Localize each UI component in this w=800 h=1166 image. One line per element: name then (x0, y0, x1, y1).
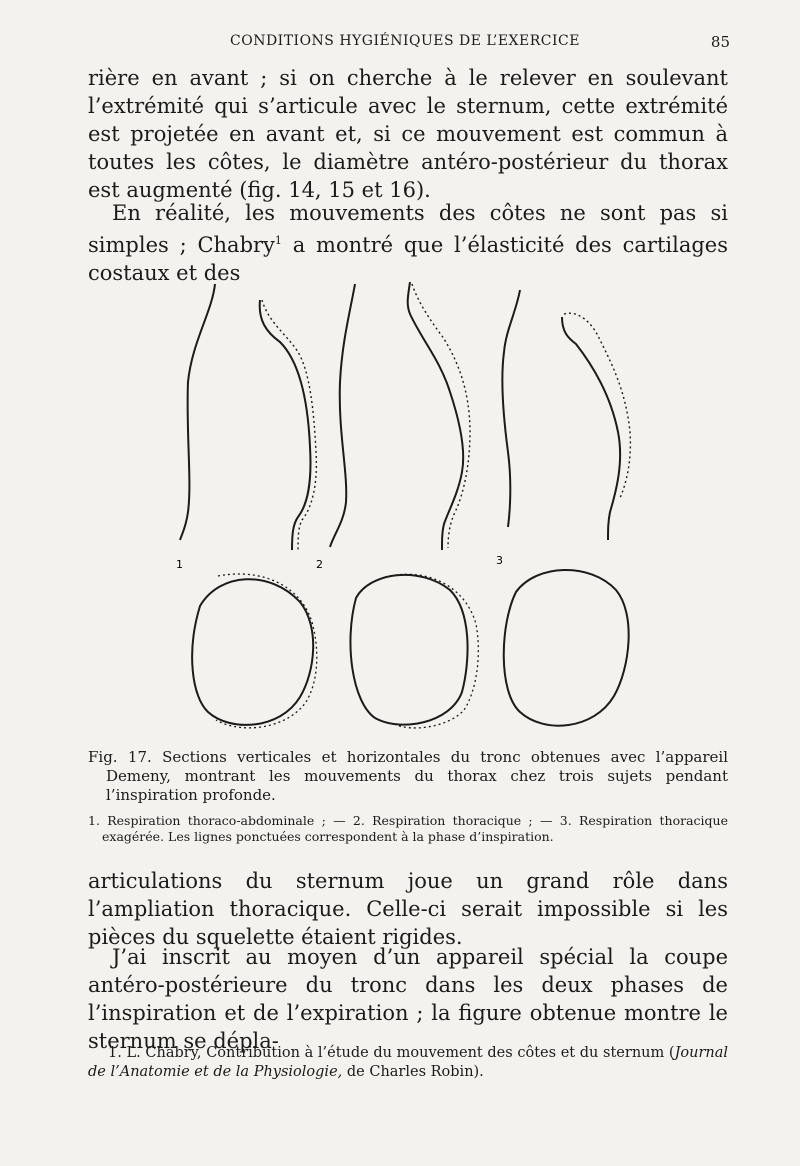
figure-label-1: 1 (176, 558, 183, 571)
page-number: 85 (710, 33, 730, 51)
subject-1-horizontal-section (192, 579, 313, 725)
subject-2-horizontal-section (350, 575, 467, 725)
footnote-text-a: 1. L. Chabry, Contribution à l’étude du mouvement des côtes et du sternum ( (108, 1045, 675, 1061)
footnote-journal: Journal de l’Anatomie et de la Physiologie, (88, 1045, 728, 1080)
subject-1-horizontal-inspiration (216, 574, 317, 728)
running-title: CONDITIONS HYGIÉNIQUES DE L’EXERCICE (230, 33, 580, 49)
figure-label-2: 2 (316, 558, 323, 571)
subject-3-back-profile (502, 290, 520, 527)
footnote (88, 1044, 728, 1082)
footnote-text-b: de Charles Robin). (342, 1064, 484, 1080)
subject-2-front-inspiration (412, 284, 470, 548)
paragraph-4: J’ai inscrit au moyen d’un appareil spécial la coupe antéro-postérieure du tronc dans les deux phases de l’inspiration et de l’expiration ; la figure obtenue montre le sternum se dépla- (88, 945, 728, 1053)
page-header (90, 33, 730, 55)
footnote-reference: 1 (274, 234, 282, 247)
thorax-sections-illustration (170, 272, 650, 742)
paragraph-2-text-a: En réalité, les mouvements des côtes ne sont pas si simples ; Chabry (88, 201, 728, 257)
subject-2-horizontal-inspiration (390, 574, 478, 728)
paragraph-3: articulations du sternum joue un grand rôle dans l’ampliation thoracique. Celle-ci serait impossible si les pièces du squelette étaient rigides. (88, 869, 728, 949)
caption-legend: 1. Respiration thoraco-abdominale ; — 2. Respiration thoracique ; — 3. Respiration thoracique exagérée. Les lignes ponctuées correspondent à la phase d’inspiration. (88, 813, 728, 844)
subject-1-back-profile (180, 284, 215, 540)
figure-caption (88, 748, 728, 845)
paragraph-2-text-b: a montré que l’élasticité des cartilages costaux et des (88, 233, 728, 285)
figure-label-3: 3 (496, 554, 503, 567)
subject-2-front-profile (408, 282, 464, 550)
figure-17 (170, 272, 650, 742)
paragraph-1: rière en avant ; si on cherche à le relever en soulevant l’extrémité qui s’articule avec le sternum, cette extrémité est projetée en avant et, si ce mouvement est commun à toutes les côtes, le diamètre antéro-postérieur du thorax est augmenté (fig. 14, 15 et 16). (88, 66, 728, 202)
caption-text: Fig. 17. Sections verticales et horizontales du tronc obtenues avec l’appareil Demeny, montrant les mouvements du thorax chez trois sujets pendant l’inspiration profonde. (88, 748, 728, 804)
subject-3-front-profile (562, 317, 620, 540)
subject-3-front-inspiration (564, 313, 630, 498)
subject-1-front-profile (260, 300, 311, 550)
subject-3-horizontal-section (504, 570, 629, 726)
subject-2-back-profile (330, 284, 355, 547)
